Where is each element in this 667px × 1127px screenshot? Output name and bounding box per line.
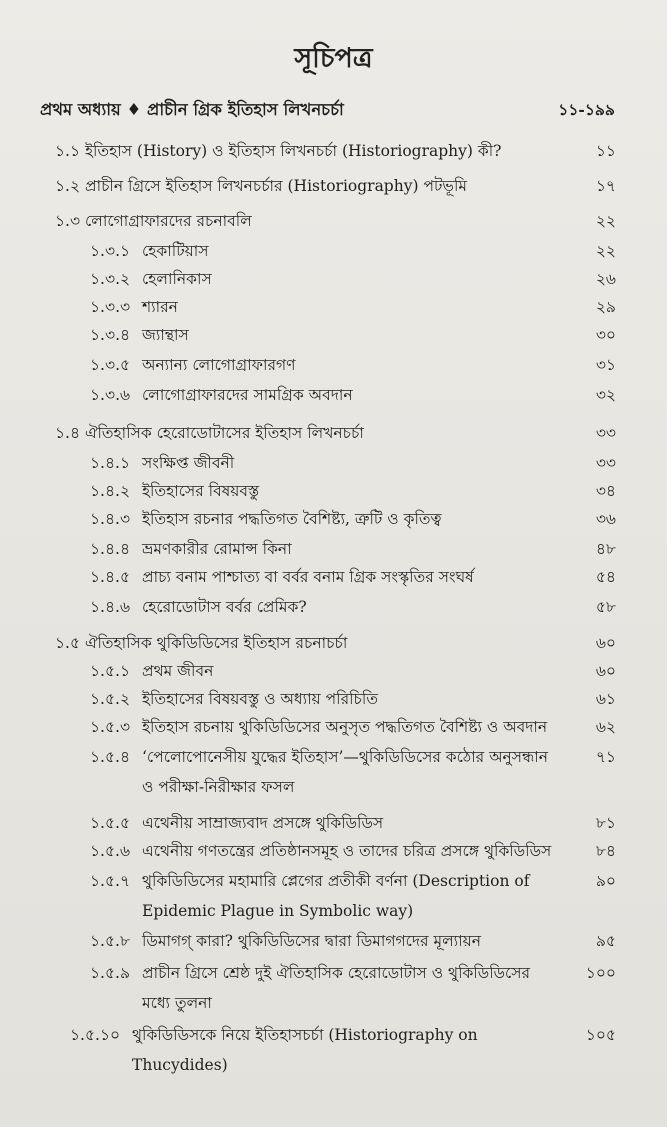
entry-page: ২২ xyxy=(595,242,616,260)
entry-page: ৯০ xyxy=(595,872,616,890)
entry-number: ১.৫.১০ xyxy=(70,1026,121,1044)
entry-title: প্রাচীন গ্রিসে শ্রেষ্ঠ দুই ঐতিহাসিক হেরোডোটাস ও থুকিডিডিসের মধ্যে তুলনা xyxy=(142,964,531,1012)
entry-number: ১.৩.৩ xyxy=(90,298,131,316)
entry-page: ৬০ xyxy=(595,662,616,680)
entry-title: জ্যান্থাস xyxy=(142,326,189,344)
entry-number: ১.৫.৩ xyxy=(90,718,131,736)
entry-title: হেলানিকাস xyxy=(142,270,212,288)
entry-page: ১৭ xyxy=(595,177,616,195)
entry-title: শ্যারন xyxy=(142,298,178,316)
entry-number: ১.৫.৯ xyxy=(90,964,131,982)
entry-title: ইতিহাসের বিষয়বস্তু xyxy=(142,482,260,500)
chapter-heading xyxy=(40,98,344,121)
entry-title: ‘পেলোপোনেসীয় যুদ্ধের ইতিহাস’—থুকিডিডিসের কঠোর অনুসন্ধান ও পরীক্ষা-নিরীক্ষার ফসল xyxy=(142,748,549,796)
entry-title: ডিমাগগ্ কারা? থুকিডিডিসের দ্বারা ডিমাগগদের মূল্যায়ন xyxy=(142,932,482,950)
entry-number: ১.৩.৫ xyxy=(90,356,131,374)
entry-number: ১.৫.৭ xyxy=(90,872,131,890)
entry-title: ঐতিহাসিক থুকিডিডিসের ইতিহাস রচনাচর্চা xyxy=(85,634,348,652)
entry-page: ২২ xyxy=(595,212,616,230)
entry-title: এথেনীয় সাম্রাজ্যবাদ প্রসঙ্গে থুকিডিডিস xyxy=(142,814,384,832)
entry-page: ৩১ xyxy=(595,356,616,374)
entry-title: ইতিহাসের বিষয়বস্তু ও অধ্যায় পরিচিতি xyxy=(142,690,378,708)
entry-page: ৩২ xyxy=(595,386,616,404)
entry-page: ১০৫ xyxy=(585,1026,616,1044)
entry-number: ১.৪ xyxy=(55,424,81,442)
entry-number: ১.৫.৪ xyxy=(90,748,131,766)
entry-title: ইতিহাস (History) ও ইতিহাস লিখনচর্চা (Historiography) কী? xyxy=(85,142,502,160)
entry-page: ২৯ xyxy=(595,298,616,316)
entry-page: ৭১ xyxy=(595,748,616,766)
entry-title: হেরোডোটাস বর্বর প্রেমিক? xyxy=(142,598,307,616)
entry-page: ১০০ xyxy=(585,964,616,982)
entry-page: ৫৮ xyxy=(595,598,616,616)
entry-page: ৬১ xyxy=(595,690,616,708)
entry-title: হেকাটিয়াস xyxy=(142,242,209,260)
entry-number: ১.৫.৮ xyxy=(90,932,131,950)
entry-number: ১.৫.৫ xyxy=(90,814,131,832)
entry-page: ৩৩ xyxy=(595,424,616,442)
entry-title: সংক্ষিপ্ত জীবনী xyxy=(142,454,235,472)
entry-page: ২৬ xyxy=(595,270,616,288)
entry-title: ঐতিহাসিক হেরোডোটাসের ইতিহাস লিখনচর্চা xyxy=(85,424,364,442)
entry-page: ৩৩ xyxy=(595,454,616,472)
entry-number: ১.৪.২ xyxy=(90,482,131,500)
chapter-pages: ১১-১৯৯ xyxy=(558,100,615,119)
entry-title: থুকিডিডিসের মহামারি প্লেগের প্রতীকী বর্ণনা (Description of Epidemic Plague in Symbolic way) xyxy=(142,872,530,920)
entry-number: ১.৪.৪ xyxy=(90,540,131,558)
entry-title: এথেনীয় গণতন্ত্রের প্রতিষ্ঠানসমূহ ও তাদের চরিত্র প্রসঙ্গে থুকিডিডিস xyxy=(142,842,552,860)
entry-number: ১.৪.৩ xyxy=(90,510,131,528)
entry-page: ৫৪ xyxy=(595,568,616,586)
entry-page: ৬২ xyxy=(595,718,616,736)
entry-title: প্রাচীন গ্রিসে ইতিহাস লিখনচর্চার (Historiography) পটভূমি xyxy=(85,177,468,195)
entry-title: ইতিহাস রচনার পদ্ধতিগত বৈশিষ্ট্য, ত্রুটি ও কৃতিত্ব xyxy=(142,510,442,528)
entry-number: ১.৩.৪ xyxy=(90,326,131,344)
entry-number: ১.৩.১ xyxy=(90,242,131,260)
entry-number: ১.৫ xyxy=(55,634,81,652)
entry-page: ৮১ xyxy=(595,814,616,832)
entry-title: থুকিডিডিসকে নিয়ে ইতিহাসচর্চা (Historiography on Thucydides) xyxy=(132,1026,478,1074)
entry-number: ১.৪.১ xyxy=(90,454,131,472)
entry-title: প্রাচ্য বনাম পাশ্চাত্য বা বর্বর বনাম গ্রিক সংস্কৃতির সংঘর্ষ xyxy=(142,568,474,586)
entry-title: ভ্রমণকারীর রোমান্স কিনা xyxy=(142,540,292,558)
entry-number: ১.৩.২ xyxy=(90,270,131,288)
entry-page: ৩৬ xyxy=(595,510,616,528)
page-title: সূচিপত্র xyxy=(294,43,373,74)
entry-number: ১.১ xyxy=(55,142,81,160)
entry-title: লোগোগ্রাফারদের রচনাবলি xyxy=(85,212,252,230)
entry-title: লোগোগ্রাফারদের সামগ্রিক অবদান xyxy=(142,386,353,404)
entry-number: ১.৪.৫ xyxy=(90,568,131,586)
entry-number: ১.২ xyxy=(55,177,81,195)
entry-page: ৯৫ xyxy=(595,932,616,950)
entry-page: ৩০ xyxy=(595,326,616,344)
entry-number: ১.৩.৬ xyxy=(90,386,131,404)
entry-number: ১.৫.১ xyxy=(90,662,131,680)
entry-page: ৩৪ xyxy=(595,482,616,500)
entry-title: অন্যান্য লোগোগ্রাফারগণ xyxy=(142,356,296,374)
entry-number: ১.৩ xyxy=(55,212,81,230)
entry-title: প্রথম জীবন xyxy=(142,662,214,680)
chapter-title: প্রথম অধ্যায় ♦ প্রাচীন গ্রিক ইতিহাস লিখনচর্চা xyxy=(40,100,344,119)
entry-number: ১.৪.৬ xyxy=(90,598,131,616)
entry-number: ১.৫.৬ xyxy=(90,842,131,860)
entry-page: ৪৮ xyxy=(595,540,616,558)
entry-title: ইতিহাস রচনায় থুকিডিডিসের অনুসৃত পদ্ধতিগত বৈশিষ্ট্য ও অবদান xyxy=(142,718,548,736)
entry-page: ৮৪ xyxy=(595,842,616,860)
entry-page: ৬০ xyxy=(595,634,616,652)
entry-page: ১১ xyxy=(595,142,616,160)
entry-number: ১.৫.২ xyxy=(90,690,131,708)
